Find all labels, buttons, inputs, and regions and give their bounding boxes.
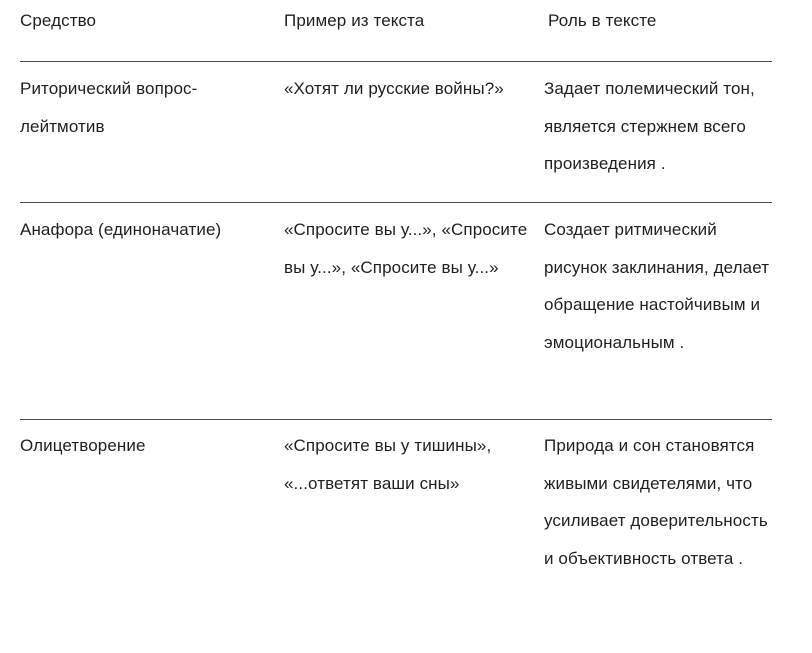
cell-device: Анафора (единоначатие) xyxy=(20,220,222,239)
row-divider xyxy=(20,202,772,203)
header-device: Средство xyxy=(20,11,97,30)
row-divider xyxy=(20,61,772,62)
table-row xyxy=(20,427,772,653)
table-header-row xyxy=(20,2,772,42)
row-divider xyxy=(20,419,772,420)
table-row xyxy=(20,70,772,200)
cell-role: Создает ритмический рисунок заклинания, делает обращение настойчивым и эмоциональным . xyxy=(544,220,770,352)
cell-example: «Хотят ли русские войны?» xyxy=(284,79,504,98)
header-example: Пример из текста xyxy=(284,11,425,30)
cell-example: «Спросите вы у...», «Спросите вы у...», «Спросите вы у...» xyxy=(284,220,528,277)
cell-example: «Спросите вы у тишины», «...ответят ваши сны» xyxy=(284,436,492,493)
cell-role: Задает полемический тон, является стержнем всего произведения . xyxy=(544,79,755,173)
cell-device: Олицетворение xyxy=(20,436,146,455)
table-row xyxy=(20,211,772,416)
cell-device: Риторический вопрос-лейтмотив xyxy=(20,79,198,136)
header-role: Роль в тексте xyxy=(548,11,657,30)
cell-role: Природа и сон становятся живыми свидетелями, что усиливает доверительность и объективность ответа . xyxy=(544,436,768,568)
